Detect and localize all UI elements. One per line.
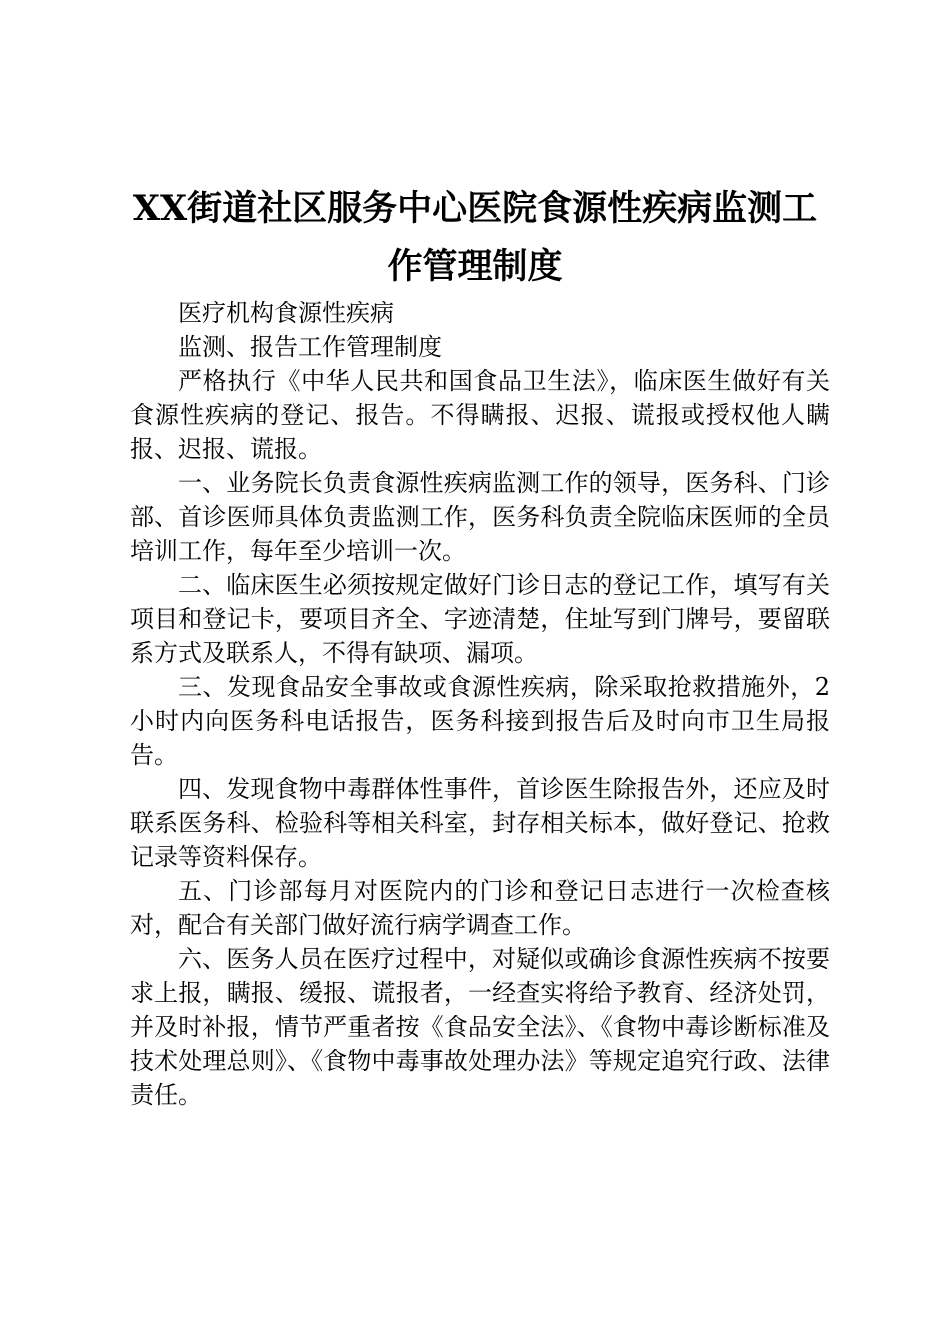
document-title-line-1: XX街道社区服务中心医院食源性疾病监测工 bbox=[132, 188, 818, 229]
paragraph-subtitle-2: 监测、报告工作管理制度 bbox=[178, 333, 442, 361]
paragraph-item-5: 五、门诊部每月对医院内的门诊和登记日志进行一次检查核对，配合有关部门做好流行病学调查工作。 bbox=[130, 877, 830, 939]
paragraph-subtitle-1: 医疗机构食源性疾病 bbox=[178, 299, 394, 327]
paragraph-item-1: 一、业务院长负责食源性疾病监测工作的领导，医务科、门诊部、首诊医师具体负责监测工作，医务科负责全院临床医师的全员培训工作，每年至少培训一次。 bbox=[130, 469, 830, 565]
paragraph-intro: 严格执行《中华人民共和国食品卫生法》，临床医生做好有关食源性疾病的登记、报告。不得瞒报、迟报、谎报或授权他人瞒报、迟报、谎报。 bbox=[130, 367, 830, 463]
paragraph-item-4: 四、发现食物中毒群体性事件，首诊医生除报告外，还应及时联系医务科、检验科等相关科室，封存相关标本，做好登记、抢救记录等资料保存。 bbox=[130, 775, 830, 871]
paragraph-item-3: 三、发现食品安全事故或食源性疾病，除采取抢救措施外，2小时内向医务科电话报告，医务科接到报告后及时向市卫生局报告。 bbox=[130, 673, 830, 769]
document-title-line-2: 作管理制度 bbox=[387, 246, 563, 287]
document-body bbox=[130, 296, 830, 1112]
paragraph-item-2: 二、临床医生必须按规定做好门诊日志的登记工作，填写有关项目和登记卡，要项目齐全、字迹清楚，住址写到门牌号，要留联系方式及联系人，不得有缺项、漏项。 bbox=[130, 571, 830, 667]
paragraph-item-6: 六、医务人员在医疗过程中，对疑似或确诊食源性疾病不按要求上报，瞒报、缓报、谎报者，一经查实将给予教育、经济处罚，并及时补报，情节严重者按《食品安全法》、《食物中毒诊断标准及技术处理总则》、《食物中毒事故处理办法》等规定追究行政、法律责任。 bbox=[130, 945, 830, 1109]
